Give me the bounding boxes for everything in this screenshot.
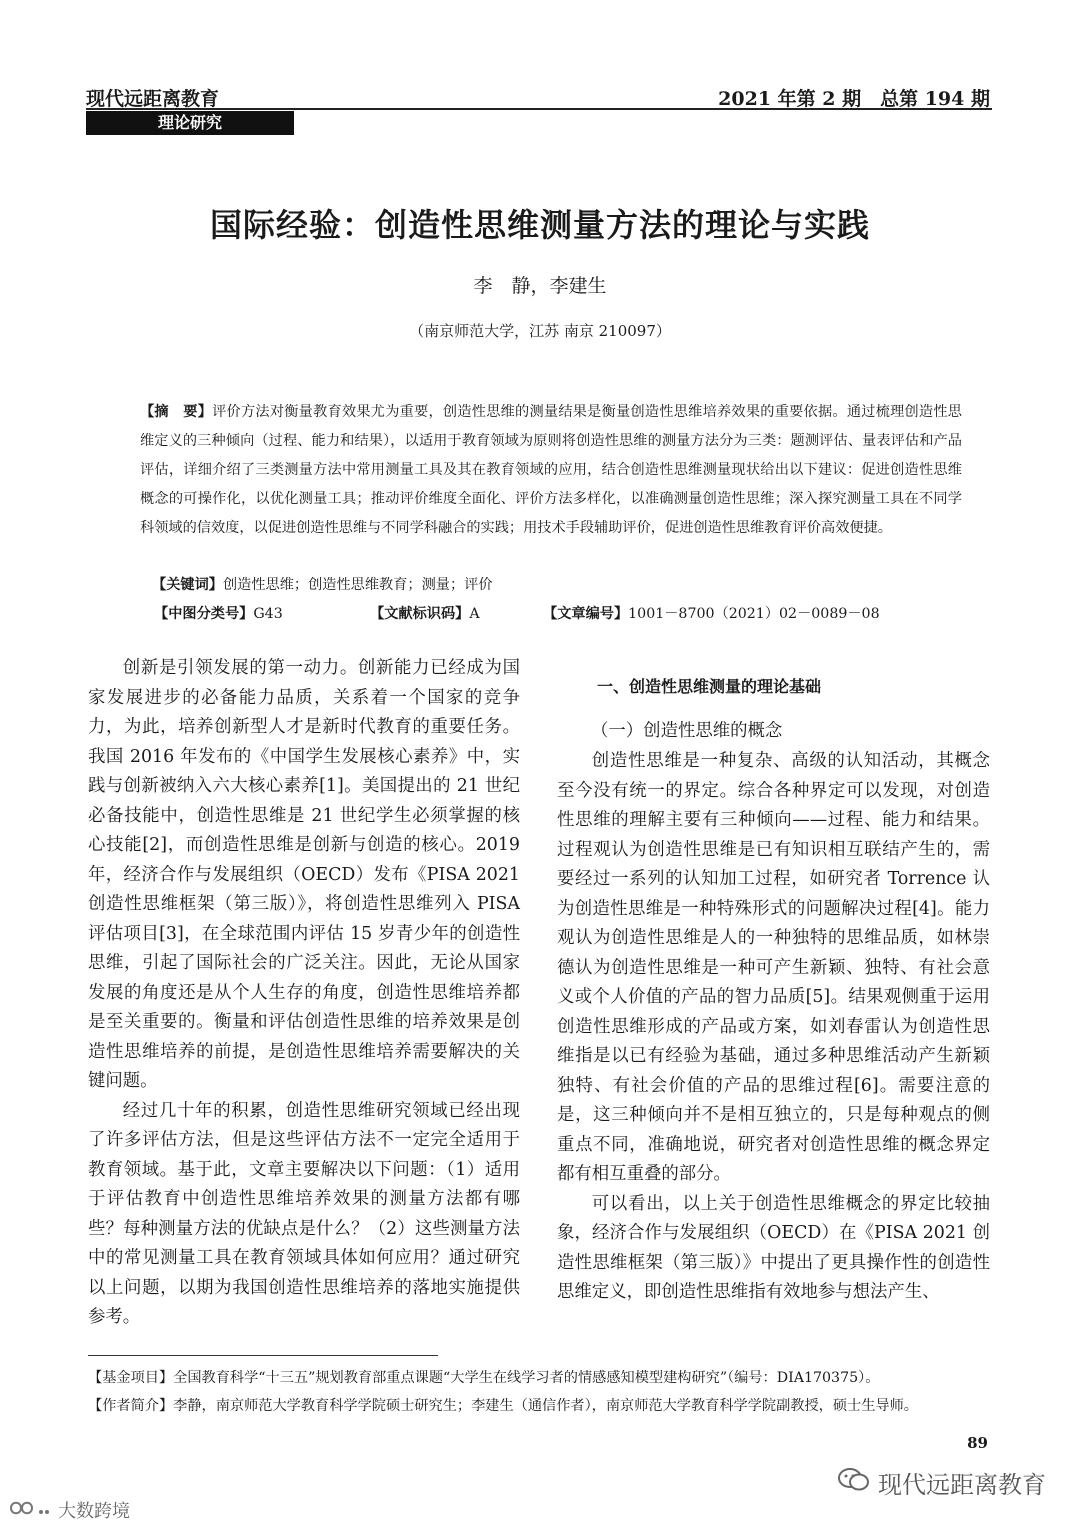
class-no: G43 bbox=[253, 606, 283, 622]
watermark-left bbox=[8, 1497, 130, 1523]
brand-logo-icon bbox=[8, 1498, 52, 1523]
footnote-author bbox=[88, 1396, 998, 1416]
author-label: 【作者简介】 bbox=[88, 1398, 174, 1414]
body-left-column bbox=[88, 654, 520, 1333]
body-paragraph: 创造性思维是一种复杂、高级的认知活动，其概念至今没有统一的界定。综合各种界定可以发现，对创造性思维的理解主要有三种倾向——过程、能力和结果。过程观认为创造性思维是已有知识相互联结产生的，需要经过一系列的认知加工过程，如研究者 Torrence 认为创造性思维是一种特殊形式的问题解决过程[4]。能力观认为创造性思维是人的一种独特的思维品质，如林崇德认为创造性思维是一种可产生新颖、独特、有社会意义或个人价值的产品的智力品质[5]。结果观侧重于运用创造性思维形成的产品或方案，如刘春雷认为创造性思维指是以已有经验为基础，通过多种思维活动产生新颖独特、有社会价值的产品的思维过程[6]。需要注意的是，这三种倾向并不是相互独立的，只是每种观点的侧重点不同，准确地说，研究者对创造性思维的概念界定都有相互重叠的部分。 bbox=[557, 751, 990, 1184]
section-heading: 一、创造性思维测量的理论基础 bbox=[597, 677, 822, 696]
article-number bbox=[543, 603, 880, 623]
journal-name: 现代远距离教育 bbox=[86, 88, 220, 110]
header-rule bbox=[86, 108, 992, 110]
article-no: 1001－8700（2021）02－0089－08 bbox=[628, 606, 880, 622]
body-right-column bbox=[557, 669, 990, 1308]
class-label: 【中图分类号】 bbox=[154, 606, 254, 622]
article-title: 国际经验：创造性思维测量方法的理论与实践 bbox=[209, 206, 870, 244]
section-tag: 理论研究 bbox=[86, 111, 294, 135]
affiliation: （南京师范大学，江苏 南京 210097） bbox=[409, 322, 671, 340]
issue-info: 2021 年第 2 期 总第 194 期 bbox=[718, 88, 990, 110]
keywords-text: 创造性思维；创造性思维教育；测量；评价 bbox=[222, 577, 493, 593]
keywords bbox=[152, 574, 493, 594]
watermark-right-text: 现代远距离教育 bbox=[878, 1471, 1046, 1499]
body-paragraph: 可以看出，以上关于创造性思维概念的界定比较抽象，经济合作与发展组织（OECD）在《PISA 2021 创造性思维框架（第三版）》中提出了更具操作性的创造性思维定义，即创造性思维指有效地参与想法产生、 bbox=[557, 1193, 990, 1302]
body-paragraph: 创新是引领发展的第一动力。创新能力已经成为国家发展进步的必备能力品质，关系着一个国家的竞争力，为此，培养创新型人才是新时代教育的重要任务。我国 2016 年发布的《中国学生发展核心素养》中，实践与创新被纳入六大核心素养[1]。美国提出的 21 世纪必备技能中，创造性思维是 21 世纪学生必须掌握的核心技能[2]，而创造性思维是创新与创造的核心。2019 年，经济合作与发展组织（OECD）发布《PISA 2021 创造性思维框架（第三版）》，将创造性思维列入 PISA 评估项目[3]，在全球范围内评估 15 岁青少年的创造性思维，引起了国际社会的广泛关注。因此，无论从国家发展的角度还是从个人生存的角度，创造性思维培养都是至关重要的。衡量和评估创造性思维的培养效果是创造性思维培养的前提，是创造性思维培养需要解决的关键问题。 bbox=[88, 658, 520, 1091]
footnote-rule bbox=[88, 1355, 438, 1356]
article-no-label: 【文章编号】 bbox=[543, 606, 629, 622]
watermark-right bbox=[838, 1465, 1046, 1500]
author-text: 李静，南京师范大学教育科学学院硕士研究生；李建生（通信作者），南京师范大学教育科学学院副教授，硕士生导师。 bbox=[173, 1398, 918, 1414]
abstract-label: 【摘 要】 bbox=[140, 404, 213, 420]
fund-label: 【基金项目】 bbox=[88, 1370, 174, 1386]
authors: 李 静，李建生 bbox=[473, 275, 607, 297]
footnote-fund bbox=[88, 1368, 998, 1388]
fund-text: 全国教育科学“十三五”规划教育部重点课题“大学生在线学习者的情感感知模型建构研究”（编号：DIA170375）。 bbox=[173, 1370, 880, 1386]
abstract bbox=[140, 398, 962, 543]
page-number: 89 bbox=[967, 1434, 988, 1452]
document-code bbox=[370, 603, 480, 623]
abstract-text: 评价方法对衡量教育效果尤为重要，创造性思维的测量结果是衡量创造性思维培养效果的重要依据。通过梳理创造性思维定义的三种倾向（过程、能力和结果），以适用于教育领域为原则将创造性思维的测量方法分为三类：题测评估、量表评估和产品评估，详细介绍了三类测量方法中常用测量工具及其在教育领域的应用，结合创造性思维测量现状给出以下建议：促进创造性思维概念的可操作化，以优化测量工具；推动评价维度全面化、评价方法多样化，以准确测量创造性思维；深入探究测量工具在不同学科领域的信效度，以促进创造性思维与不同学科融合的实践；用技术手段辅助评价，促进创造性思维教育评价高效便捷。 bbox=[140, 404, 962, 536]
watermark-left-text: 大数跨境 bbox=[58, 1501, 130, 1522]
body-paragraph: 经过几十年的积累，创造性思维研究领域已经出现了许多评估方法，但是这些评估方法不一定完全适用于教育领域。基于此，文章主要解决以下问题：（1）适用于评估教育中创造性思维培养效果的测量方法都有哪些？每种测量方法的优缺点是什么？（2）这些测量方法中的常见测量工具在教育领域具体如何应用？通过研究以上问题，以期为我国创造性思维培养的落地实施提供参考。 bbox=[88, 1100, 520, 1327]
keywords-label: 【关键词】 bbox=[152, 577, 223, 593]
doc-code: A bbox=[469, 606, 480, 622]
wechat-icon bbox=[838, 1467, 870, 1499]
classification bbox=[154, 603, 283, 623]
subsection-heading: （一）创造性思维的概念 bbox=[591, 721, 783, 741]
doc-label: 【文献标识码】 bbox=[370, 606, 470, 622]
